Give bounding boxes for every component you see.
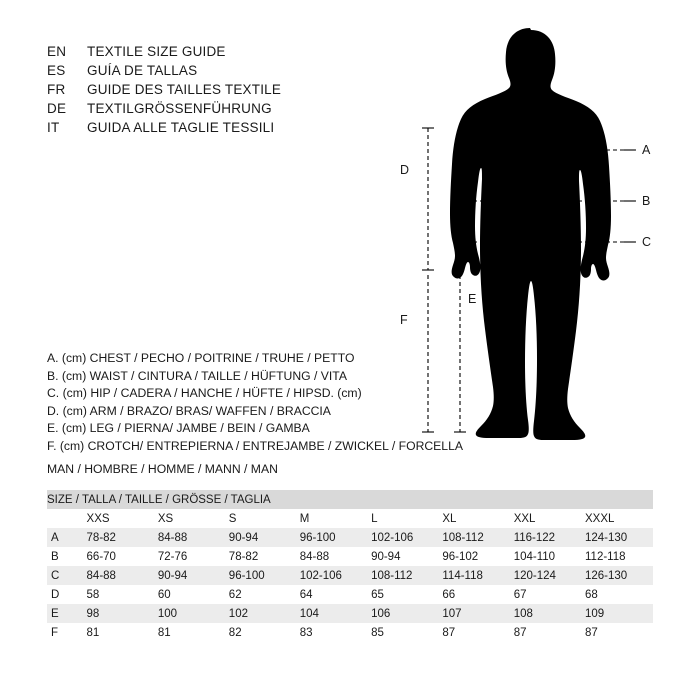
- language-code-it: IT: [47, 120, 60, 135]
- table-row: [47, 585, 653, 604]
- language-title-block: [47, 44, 387, 139]
- column-header-m: M: [296, 509, 367, 528]
- column-header-blank: [47, 509, 83, 528]
- cell-d-l: 65: [367, 585, 438, 604]
- cell-a-xs: 84-88: [154, 528, 225, 547]
- cell-b-xxl: 104-110: [510, 547, 581, 566]
- column-header-xxxl: XXXL: [581, 509, 653, 528]
- table-title: SIZE / TALLA / TAILLE / GRÖSSE / TAGLIA: [47, 490, 653, 509]
- cell-e-s: 102: [225, 604, 296, 623]
- label-a: A: [642, 143, 651, 157]
- cell-f-xxs: 81: [83, 623, 154, 642]
- cell-d-xs: 60: [154, 585, 225, 604]
- language-text-fr: GUIDE DES TAILLES TEXTILE: [87, 82, 282, 97]
- language-code-en: EN: [47, 44, 67, 59]
- label-f: F: [400, 313, 408, 327]
- column-header-xs: XS: [154, 509, 225, 528]
- label-ticks: [624, 150, 636, 242]
- cell-c-xxl: 120-124: [510, 566, 581, 585]
- language-text-en: TEXTILE SIZE GUIDE: [87, 44, 226, 59]
- cell-a-xxxl: 124-130: [581, 528, 653, 547]
- legend-line-e: E. (cm) LEG / PIERNA/ JAMBE / BEIN / GAMBA: [47, 421, 310, 436]
- language-text-es: GUÍA DE TALLAS: [87, 63, 198, 78]
- size-table-container: [47, 490, 653, 642]
- cell-c-xxxl: 126-130: [581, 566, 653, 585]
- column-header-xxs: XXS: [83, 509, 154, 528]
- table-header-row: [47, 509, 653, 528]
- row-label-e: E: [47, 604, 83, 623]
- cell-d-xxs: 58: [83, 585, 154, 604]
- cell-e-xxs: 98: [83, 604, 154, 623]
- cell-c-xxs: 84-88: [83, 566, 154, 585]
- row-label-a: A: [47, 528, 83, 547]
- label-b: B: [642, 194, 651, 208]
- language-text-it: GUIDA ALLE TAGLIE TESSILI: [87, 120, 275, 135]
- row-label-f: F: [47, 623, 83, 642]
- cell-e-l: 106: [367, 604, 438, 623]
- language-code-es: ES: [47, 63, 66, 78]
- row-label-d: D: [47, 585, 83, 604]
- cell-e-xl: 107: [438, 604, 509, 623]
- cell-c-l: 108-112: [367, 566, 438, 585]
- cell-c-xs: 90-94: [154, 566, 225, 585]
- cell-f-m: 83: [296, 623, 367, 642]
- cell-a-s: 90-94: [225, 528, 296, 547]
- male-silhouette-icon: [450, 28, 611, 440]
- cell-b-xs: 72-76: [154, 547, 225, 566]
- language-row-en: [47, 44, 387, 63]
- cell-a-xxs: 78-82: [83, 528, 154, 547]
- cell-c-xl: 114-118: [438, 566, 509, 585]
- cell-d-m: 64: [296, 585, 367, 604]
- cell-f-xs: 81: [154, 623, 225, 642]
- language-row-fr: [47, 82, 387, 101]
- cell-c-m: 102-106: [296, 566, 367, 585]
- table-title-row: [47, 490, 653, 509]
- cell-e-xxxl: 109: [581, 604, 653, 623]
- column-header-s: S: [225, 509, 296, 528]
- table-row: [47, 623, 653, 642]
- cell-d-xxxl: 68: [581, 585, 653, 604]
- language-row-es: [47, 63, 387, 82]
- legend-line-c: C. (cm) HIP / CADERA / HANCHE / HÜFTE / HIPSD. (cm): [47, 386, 362, 401]
- cell-a-xl: 108-112: [438, 528, 509, 547]
- label-d: D: [400, 163, 410, 177]
- cell-b-m: 84-88: [296, 547, 367, 566]
- cell-f-xxl: 87: [510, 623, 581, 642]
- legend-line-f: F. (cm) CROTCH/ ENTREPIERNA / ENTREJAMBE / ZWICKEL / FORCELLA: [47, 438, 463, 453]
- cell-b-l: 90-94: [367, 547, 438, 566]
- row-label-b: B: [47, 547, 83, 566]
- legend-line-a: A. (cm) CHEST / PECHO / POITRINE / TRUHE / PETTO: [47, 351, 355, 365]
- cell-f-xxxl: 87: [581, 623, 653, 642]
- cell-a-xxl: 116-122: [510, 528, 581, 547]
- cell-a-l: 102-106: [367, 528, 438, 547]
- gender-label: MAN / HOMBRE / HOMME / MANN / MAN: [47, 462, 278, 476]
- cell-d-xl: 66: [438, 585, 509, 604]
- language-code-fr: FR: [47, 82, 66, 97]
- language-row-de: [47, 101, 387, 120]
- cell-f-xl: 87: [438, 623, 509, 642]
- cell-b-xxxl: 112-118: [581, 547, 653, 566]
- table-row: [47, 604, 653, 623]
- cell-b-xl: 96-102: [438, 547, 509, 566]
- measurement-legend: [47, 350, 463, 456]
- language-row-it: [47, 120, 387, 139]
- cell-d-xxl: 67: [510, 585, 581, 604]
- label-e: E: [468, 292, 477, 306]
- cell-c-s: 96-100: [225, 566, 296, 585]
- column-header-xl: XL: [438, 509, 509, 528]
- label-c: C: [642, 235, 652, 249]
- size-table: [47, 490, 653, 642]
- table-row: [47, 528, 653, 547]
- cell-f-s: 82: [225, 623, 296, 642]
- cell-e-m: 104: [296, 604, 367, 623]
- table-row: [47, 547, 653, 566]
- cell-b-s: 78-82: [225, 547, 296, 566]
- language-code-de: DE: [47, 101, 67, 116]
- column-header-l: L: [367, 509, 438, 528]
- table-row: [47, 566, 653, 585]
- cell-e-xs: 100: [154, 604, 225, 623]
- cell-e-xxl: 108: [510, 604, 581, 623]
- language-text-de: TEXTILGRÖSSENFÜHRUNG: [87, 101, 272, 116]
- cell-b-xxs: 66-70: [83, 547, 154, 566]
- cell-d-s: 62: [225, 585, 296, 604]
- cell-a-m: 96-100: [296, 528, 367, 547]
- cell-f-l: 85: [367, 623, 438, 642]
- legend-line-b: B. (cm) WAIST / CINTURA / TAILLE / HÜFTUNG / VITA: [47, 368, 347, 383]
- row-label-c: C: [47, 566, 83, 585]
- legend-line-d: D. (cm) ARM / BRAZO/ BRAS/ WAFFEN / BRACCIA: [47, 403, 331, 418]
- column-header-xxl: XXL: [510, 509, 581, 528]
